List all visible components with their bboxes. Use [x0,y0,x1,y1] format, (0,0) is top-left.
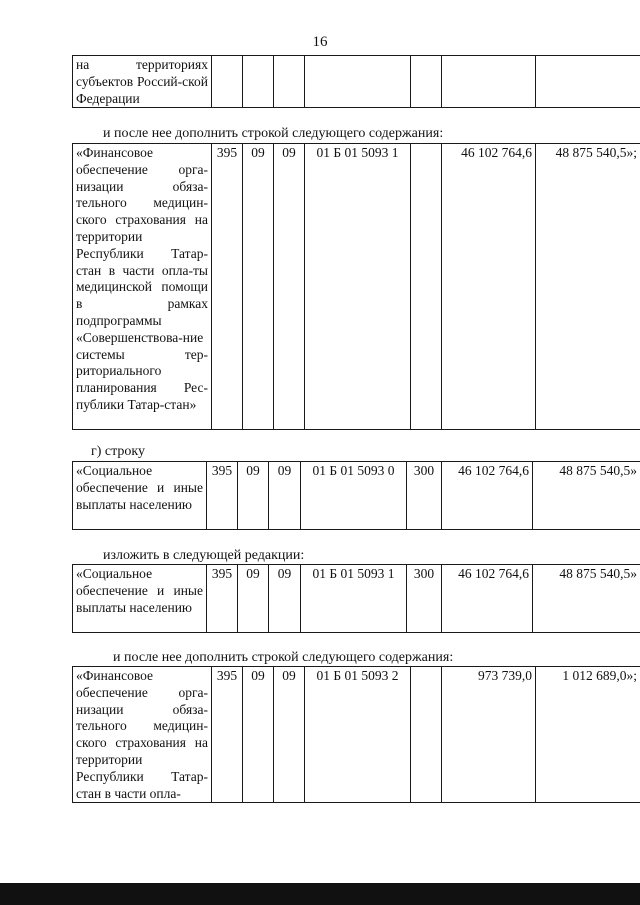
subsection-cell: 09 [269,462,301,530]
row-name-cell: «Финансовое обеспечение орга-низации обяза-тельного медицин-ского страхования на территории Республики Татар-стан в части опла-ты медицинской помощи в рамках подпрограммы «Совершенствова-ние системы тер-риториального планирования Рес-публики Татар-стан» [73,144,212,430]
table-row [73,462,640,530]
amount-2016-cell: 48 875 540,5» [533,462,640,530]
instruction-caption: г) строку [91,444,146,459]
expense-type-cell: 300 [407,462,442,530]
target-article-cell: 01 Б 01 5093 2 [305,667,411,803]
subsection-cell [274,56,305,108]
admin-code-cell: 395 [207,565,238,633]
table-row [73,565,640,633]
page-number: 16 [312,34,328,50]
table-row [73,144,640,430]
target-article-cell: 01 Б 01 5093 1 [305,144,411,430]
table-row [73,667,640,803]
budget-table-fragment-2 [72,143,640,430]
amount-2015-cell: 46 102 764,6 [442,565,533,633]
budget-table-fragment-4 [72,564,640,633]
section-cell: 09 [243,144,274,430]
expense-type-cell: 300 [407,565,442,633]
amount-2016-cell: 1 012 689,0»; [536,667,640,803]
amount-2016-cell [536,56,640,108]
admin-code-cell: 395 [212,144,243,430]
scan-edge-border [0,883,640,905]
section-cell: 09 [238,462,269,530]
row-name-cell: на территориях субъектов Россий-ской Федерации [73,56,212,108]
section-cell: 09 [243,667,274,803]
instruction-caption: и после нее дополнить строкой следующего содержания: [113,650,454,665]
budget-table-fragment-5 [72,666,640,803]
subsection-cell: 09 [269,565,301,633]
expense-type-cell [411,56,442,108]
amount-2016-cell: 48 875 540,5» [533,565,640,633]
budget-table-fragment-3 [72,461,640,530]
subsection-cell: 09 [274,667,305,803]
amount-2015-cell: 973 739,0 [442,667,536,803]
admin-code-cell: 395 [212,667,243,803]
row-name-cell: «Социальное обеспечение и иные выплаты населению [73,462,207,530]
admin-code-cell: 395 [207,462,238,530]
amount-2016-cell: 48 875 540,5»; [536,144,640,430]
subsection-cell: 09 [274,144,305,430]
admin-code-cell [212,56,243,108]
amount-2015-cell: 46 102 764,6 [442,144,536,430]
target-article-cell: 01 Б 01 5093 0 [301,462,407,530]
row-name-cell: «Социальное обеспечение и иные выплаты населению [73,565,207,633]
row-name-cell: «Финансовое обеспечение орга-низации обяза-тельного медицин-ского страхования на территории Республики Татар-стан в части опла- [73,667,212,803]
section-cell [243,56,274,108]
expense-type-cell [411,144,442,430]
expense-type-cell [411,667,442,803]
budget-table-fragment-1 [72,55,640,108]
instruction-caption: и после нее дополнить строкой следующего содержания: [103,126,444,141]
target-article-cell: 01 Б 01 5093 1 [301,565,407,633]
amount-2015-cell: 46 102 764,6 [442,462,533,530]
section-cell: 09 [238,565,269,633]
table-row [73,56,640,108]
amount-2015-cell [442,56,536,108]
instruction-caption: изложить в следующей редакции: [103,548,305,563]
target-article-cell [305,56,411,108]
